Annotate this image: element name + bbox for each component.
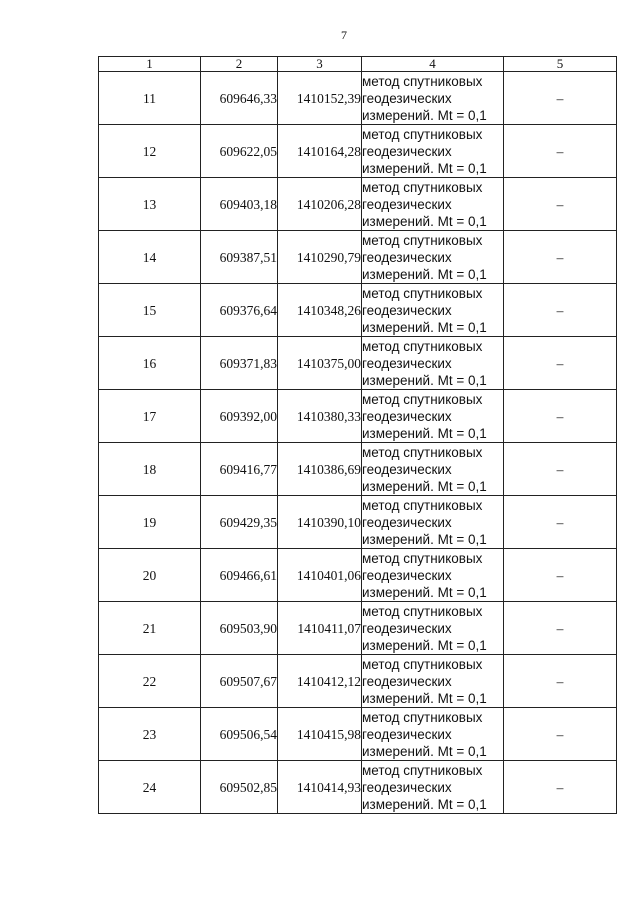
note-cell: – bbox=[504, 125, 617, 178]
x-coordinate: 609387,51 bbox=[201, 231, 278, 284]
y-coordinate: 1410415,98 bbox=[278, 708, 362, 761]
x-coordinate: 609506,54 bbox=[201, 708, 278, 761]
method-line: метод спутниковых bbox=[362, 232, 483, 248]
y-coordinate: 1410390,10 bbox=[278, 496, 362, 549]
note-cell: – bbox=[504, 655, 617, 708]
table-row bbox=[99, 72, 617, 125]
method-line: измерений. Mt = 0,1 bbox=[362, 584, 487, 600]
method-line: метод спутниковых bbox=[362, 338, 483, 354]
table-row bbox=[99, 602, 617, 655]
point-number: 22 bbox=[99, 655, 201, 708]
y-coordinate: 1410414,93 bbox=[278, 761, 362, 814]
method-line: измерений. Mt = 0,1 bbox=[362, 478, 487, 494]
note-cell: – bbox=[504, 602, 617, 655]
x-coordinate: 609502,85 bbox=[201, 761, 278, 814]
table-row bbox=[99, 549, 617, 602]
method-line: метод спутниковых bbox=[362, 603, 483, 619]
note-cell: – bbox=[504, 708, 617, 761]
x-coordinate: 609403,18 bbox=[201, 178, 278, 231]
x-coordinate: 609507,67 bbox=[201, 655, 278, 708]
point-number: 16 bbox=[99, 337, 201, 390]
note-cell: – bbox=[504, 178, 617, 231]
method-description bbox=[362, 72, 504, 125]
method-line: метод спутниковых bbox=[362, 285, 483, 301]
method-line: метод спутниковых bbox=[362, 656, 483, 672]
method-line: геодезических bbox=[362, 514, 452, 530]
table-row bbox=[99, 284, 617, 337]
method-line: измерений. Mt = 0,1 bbox=[362, 319, 487, 335]
method-line: геодезических bbox=[362, 461, 452, 477]
note-cell: – bbox=[504, 761, 617, 814]
method-line: метод спутниковых bbox=[362, 391, 483, 407]
method-line: геодезических bbox=[362, 90, 452, 106]
table-row bbox=[99, 231, 617, 284]
method-line: геодезических bbox=[362, 673, 452, 689]
method-line: измерений. Mt = 0,1 bbox=[362, 690, 487, 706]
method-line: геодезических bbox=[362, 249, 452, 265]
y-coordinate: 1410375,00 bbox=[278, 337, 362, 390]
method-line: измерений. Mt = 0,1 bbox=[362, 531, 487, 547]
note-cell: – bbox=[504, 443, 617, 496]
method-line: геодезических bbox=[362, 196, 452, 212]
method-description bbox=[362, 708, 504, 761]
method-description bbox=[362, 125, 504, 178]
method-line: измерений. Mt = 0,1 bbox=[362, 160, 487, 176]
method-description bbox=[362, 337, 504, 390]
note-cell: – bbox=[504, 72, 617, 125]
point-number: 19 bbox=[99, 496, 201, 549]
table-body bbox=[99, 57, 617, 814]
method-description bbox=[362, 390, 504, 443]
note-cell: – bbox=[504, 390, 617, 443]
method-description bbox=[362, 761, 504, 814]
method-line: геодезических bbox=[362, 620, 452, 636]
y-coordinate: 1410412,12 bbox=[278, 655, 362, 708]
point-number: 18 bbox=[99, 443, 201, 496]
column-header-2: 2 bbox=[201, 57, 278, 72]
method-line: геодезических bbox=[362, 779, 452, 795]
point-number: 21 bbox=[99, 602, 201, 655]
method-line: метод спутниковых bbox=[362, 73, 483, 89]
method-description bbox=[362, 284, 504, 337]
y-coordinate: 1410152,39 bbox=[278, 72, 362, 125]
table-row bbox=[99, 390, 617, 443]
note-cell: – bbox=[504, 549, 617, 602]
point-number: 20 bbox=[99, 549, 201, 602]
method-description bbox=[362, 178, 504, 231]
point-number: 15 bbox=[99, 284, 201, 337]
x-coordinate: 609503,90 bbox=[201, 602, 278, 655]
method-line: метод спутниковых bbox=[362, 762, 483, 778]
x-coordinate: 609466,61 bbox=[201, 549, 278, 602]
note-cell: – bbox=[504, 231, 617, 284]
column-header-5: 5 bbox=[504, 57, 617, 72]
column-header-4: 4 bbox=[362, 57, 504, 72]
method-line: геодезических bbox=[362, 302, 452, 318]
table-row bbox=[99, 178, 617, 231]
table-row bbox=[99, 443, 617, 496]
x-coordinate: 609429,35 bbox=[201, 496, 278, 549]
x-coordinate: 609622,05 bbox=[201, 125, 278, 178]
page-number: 7 bbox=[341, 28, 347, 42]
method-line: метод спутниковых bbox=[362, 497, 483, 513]
table-row bbox=[99, 655, 617, 708]
x-coordinate: 609376,64 bbox=[201, 284, 278, 337]
method-line: метод спутниковых bbox=[362, 550, 483, 566]
method-line: метод спутниковых bbox=[362, 179, 483, 195]
method-description bbox=[362, 231, 504, 284]
method-description bbox=[362, 496, 504, 549]
method-line: измерений. Mt = 0,1 bbox=[362, 637, 487, 653]
method-line: геодезических bbox=[362, 408, 452, 424]
method-line: измерений. Mt = 0,1 bbox=[362, 796, 487, 812]
y-coordinate: 1410411,07 bbox=[278, 602, 362, 655]
method-line: измерений. Mt = 0,1 bbox=[362, 425, 487, 441]
table-row bbox=[99, 708, 617, 761]
method-line: метод спутниковых bbox=[362, 444, 483, 460]
method-description bbox=[362, 602, 504, 655]
column-header-3: 3 bbox=[278, 57, 362, 72]
method-description bbox=[362, 549, 504, 602]
column-header-1: 1 bbox=[99, 57, 201, 72]
x-coordinate: 609371,83 bbox=[201, 337, 278, 390]
method-description bbox=[362, 443, 504, 496]
point-number: 23 bbox=[99, 708, 201, 761]
method-line: геодезических bbox=[362, 143, 452, 159]
point-number: 11 bbox=[99, 72, 201, 125]
point-number: 17 bbox=[99, 390, 201, 443]
y-coordinate: 1410386,69 bbox=[278, 443, 362, 496]
method-line: геодезических bbox=[362, 355, 452, 371]
y-coordinate: 1410206,28 bbox=[278, 178, 362, 231]
method-line: измерений. Mt = 0,1 bbox=[362, 266, 487, 282]
method-description bbox=[362, 655, 504, 708]
method-line: измерений. Mt = 0,1 bbox=[362, 213, 487, 229]
coordinates-table bbox=[98, 56, 617, 814]
method-line: измерений. Mt = 0,1 bbox=[362, 107, 487, 123]
method-line: метод спутниковых bbox=[362, 126, 483, 142]
table-row bbox=[99, 761, 617, 814]
method-line: геодезических bbox=[362, 726, 452, 742]
header-row bbox=[99, 57, 617, 72]
table-row bbox=[99, 337, 617, 390]
note-cell: – bbox=[504, 284, 617, 337]
table-row bbox=[99, 125, 617, 178]
x-coordinate: 609646,33 bbox=[201, 72, 278, 125]
method-line: измерений. Mt = 0,1 bbox=[362, 743, 487, 759]
y-coordinate: 1410164,28 bbox=[278, 125, 362, 178]
note-cell: – bbox=[504, 337, 617, 390]
note-cell: – bbox=[504, 496, 617, 549]
y-coordinate: 1410401,06 bbox=[278, 549, 362, 602]
table-row bbox=[99, 496, 617, 549]
method-line: геодезических bbox=[362, 567, 452, 583]
y-coordinate: 1410290,79 bbox=[278, 231, 362, 284]
x-coordinate: 609416,77 bbox=[201, 443, 278, 496]
point-number: 14 bbox=[99, 231, 201, 284]
x-coordinate: 609392,00 bbox=[201, 390, 278, 443]
point-number: 24 bbox=[99, 761, 201, 814]
method-line: измерений. Mt = 0,1 bbox=[362, 372, 487, 388]
point-number: 12 bbox=[99, 125, 201, 178]
y-coordinate: 1410380,33 bbox=[278, 390, 362, 443]
y-coordinate: 1410348,26 bbox=[278, 284, 362, 337]
point-number: 13 bbox=[99, 178, 201, 231]
method-line: метод спутниковых bbox=[362, 709, 483, 725]
